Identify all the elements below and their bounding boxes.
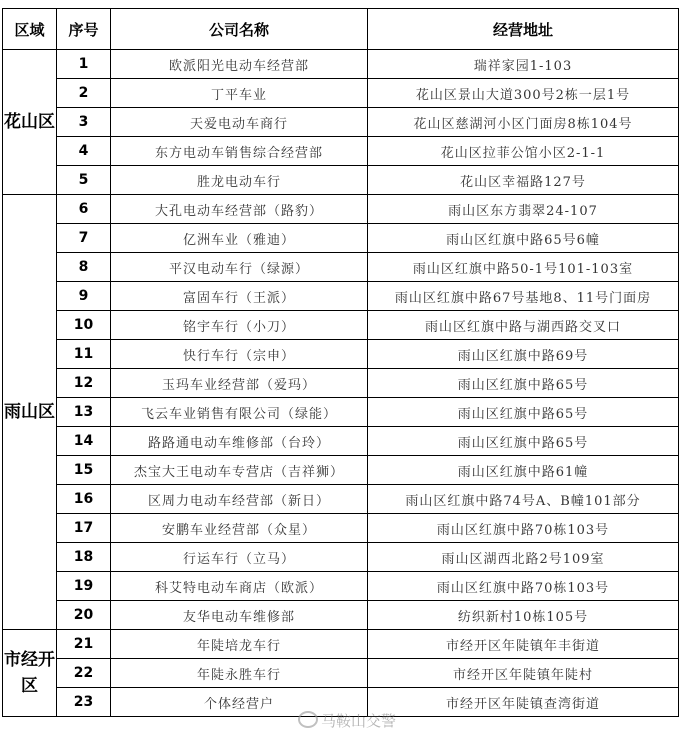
company-name-cell: 平汉电动车行（绿源） xyxy=(111,253,368,282)
region-cell: 花山区 xyxy=(3,50,57,195)
table-row xyxy=(3,50,679,79)
company-name-cell: 个体经营户 xyxy=(111,688,368,717)
address-cell: 雨山区红旗中路65号6幢 xyxy=(368,224,679,253)
seq-cell: 7 xyxy=(57,224,111,253)
address-cell: 市经开区年陡镇年陡村 xyxy=(368,659,679,688)
address-cell: 雨山区红旗中路67号基地8、11号门面房 xyxy=(368,282,679,311)
address-cell: 市经开区年陡镇查湾街道 xyxy=(368,688,679,717)
header-region: 区域 xyxy=(3,9,57,50)
watermark xyxy=(298,710,396,731)
table-row xyxy=(3,166,679,195)
address-cell: 雨山区湖西北路2号109室 xyxy=(368,543,679,572)
company-name-cell: 杰宝大王电动车专营店（吉祥狮） xyxy=(111,456,368,485)
address-cell: 雨山区红旗中路70栋103号 xyxy=(368,514,679,543)
company-name-cell: 亿洲车业（雅迪） xyxy=(111,224,368,253)
company-name-cell: 大孔电动车经营部（路豹） xyxy=(111,195,368,224)
seq-cell: 16 xyxy=(57,485,111,514)
company-name-cell: 友华电动车维修部 xyxy=(111,601,368,630)
seq-cell: 8 xyxy=(57,253,111,282)
company-name-cell: 东方电动车销售综合经营部 xyxy=(111,137,368,166)
company-name-cell: 飞云车业销售有限公司（绿能） xyxy=(111,398,368,427)
address-cell: 花山区慈湖河小区门面房8栋104号 xyxy=(368,108,679,137)
header-company: 公司名称 xyxy=(111,9,368,50)
table-row xyxy=(3,224,679,253)
seq-cell: 4 xyxy=(57,137,111,166)
table-row xyxy=(3,253,679,282)
address-cell: 雨山区红旗中路69号 xyxy=(368,340,679,369)
seq-cell: 23 xyxy=(57,688,111,717)
seq-cell: 10 xyxy=(57,311,111,340)
company-name-cell: 科艾特电动车商店（欧派） xyxy=(111,572,368,601)
seq-cell: 13 xyxy=(57,398,111,427)
seq-cell: 22 xyxy=(57,659,111,688)
table-row xyxy=(3,601,679,630)
table-row xyxy=(3,630,679,659)
company-name-cell: 富固车行（王派） xyxy=(111,282,368,311)
seq-cell: 20 xyxy=(57,601,111,630)
address-cell: 花山区拉菲公馆小区2-1-1 xyxy=(368,137,679,166)
address-cell: 雨山区红旗中路50-1号101-103室 xyxy=(368,253,679,282)
company-name-cell: 胜龙电动车行 xyxy=(111,166,368,195)
header-seq: 序号 xyxy=(57,9,111,50)
company-name-cell: 铭宇车行（小刀） xyxy=(111,311,368,340)
header-row xyxy=(3,9,679,50)
table-row xyxy=(3,572,679,601)
address-cell: 雨山区红旗中路70栋103号 xyxy=(368,572,679,601)
address-cell: 雨山区红旗中路65号 xyxy=(368,369,679,398)
seq-cell: 17 xyxy=(57,514,111,543)
address-cell: 市经开区年陡镇年丰街道 xyxy=(368,630,679,659)
seq-cell: 15 xyxy=(57,456,111,485)
table-row xyxy=(3,456,679,485)
address-cell: 雨山区红旗中路65号 xyxy=(368,398,679,427)
seq-cell: 1 xyxy=(57,50,111,79)
seq-cell: 12 xyxy=(57,369,111,398)
table-row xyxy=(3,369,679,398)
address-cell: 雨山区红旗中路61幢 xyxy=(368,456,679,485)
dealer-table xyxy=(2,8,679,717)
table-row xyxy=(3,108,679,137)
company-name-cell: 区周力电动车经营部（新日） xyxy=(111,485,368,514)
header-address: 经营地址 xyxy=(368,9,679,50)
table-row xyxy=(3,282,679,311)
address-cell: 瑞祥家园1-103 xyxy=(368,50,679,79)
company-name-cell: 天爱电动车商行 xyxy=(111,108,368,137)
seq-cell: 3 xyxy=(57,108,111,137)
company-name-cell: 年陡永胜车行 xyxy=(111,659,368,688)
table-container xyxy=(2,8,679,717)
weibo-icon xyxy=(298,711,318,728)
address-cell: 雨山区红旗中路65号 xyxy=(368,427,679,456)
table-row xyxy=(3,485,679,514)
company-name-cell: 快行车行（宗申） xyxy=(111,340,368,369)
region-cell: 雨山区 xyxy=(3,195,57,630)
seq-cell: 9 xyxy=(57,282,111,311)
watermark-text: 马鞍山交警 xyxy=(321,712,397,730)
table-row xyxy=(3,543,679,572)
address-cell: 纺织新村10栋105号 xyxy=(368,601,679,630)
table-row xyxy=(3,137,679,166)
address-cell: 雨山区东方翡翠24-107 xyxy=(368,195,679,224)
company-name-cell: 丁平车业 xyxy=(111,79,368,108)
table-row xyxy=(3,340,679,369)
table-row xyxy=(3,659,679,688)
table-row xyxy=(3,195,679,224)
address-cell: 雨山区红旗中路74号A、B幢101部分 xyxy=(368,485,679,514)
seq-cell: 21 xyxy=(57,630,111,659)
company-name-cell: 安鹏车业经营部（众星） xyxy=(111,514,368,543)
seq-cell: 18 xyxy=(57,543,111,572)
company-name-cell: 路路通电动车维修部（台玲） xyxy=(111,427,368,456)
table-row xyxy=(3,398,679,427)
company-name-cell: 玉玛车业经营部（爱玛） xyxy=(111,369,368,398)
seq-cell: 19 xyxy=(57,572,111,601)
company-name-cell: 年陡培龙车行 xyxy=(111,630,368,659)
seq-cell: 11 xyxy=(57,340,111,369)
address-cell: 雨山区红旗中路与湖西路交叉口 xyxy=(368,311,679,340)
table-row xyxy=(3,311,679,340)
table-row xyxy=(3,79,679,108)
address-cell: 花山区景山大道300号2栋一层1号 xyxy=(368,79,679,108)
table-row xyxy=(3,427,679,456)
seq-cell: 5 xyxy=(57,166,111,195)
seq-cell: 6 xyxy=(57,195,111,224)
seq-cell: 14 xyxy=(57,427,111,456)
region-cell: 市经开区 xyxy=(3,630,57,717)
company-name-cell: 行运车行（立马） xyxy=(111,543,368,572)
address-cell: 花山区幸福路127号 xyxy=(368,166,679,195)
table-body xyxy=(3,50,679,717)
seq-cell: 2 xyxy=(57,79,111,108)
company-name-cell: 欧派阳光电动车经营部 xyxy=(111,50,368,79)
table-row xyxy=(3,514,679,543)
